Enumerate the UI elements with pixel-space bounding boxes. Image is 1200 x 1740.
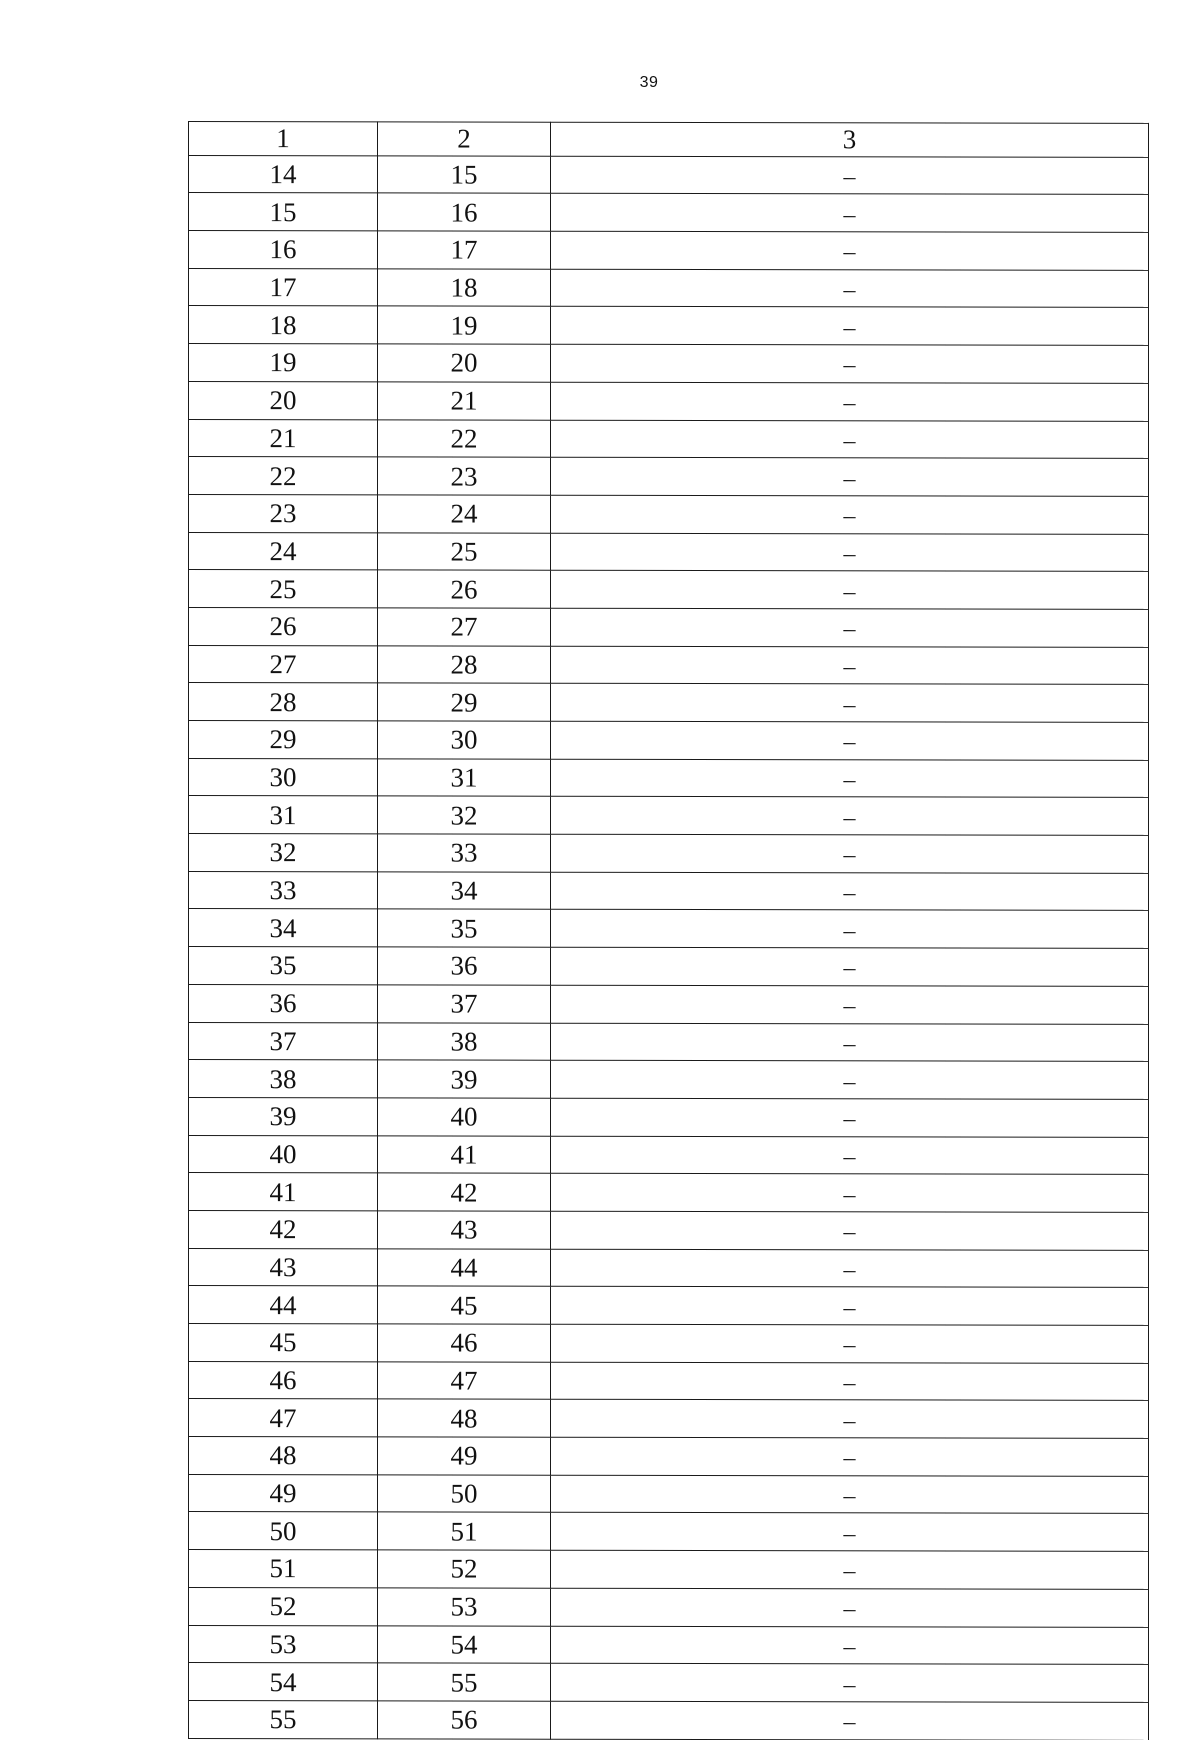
table-cell-col-1: 37 xyxy=(189,1022,378,1060)
table-row xyxy=(189,1022,1149,1062)
table-cell-col-2: 40 xyxy=(378,1098,551,1136)
table-cell-col-2: 18 xyxy=(378,269,551,307)
table-cell-col-3: – xyxy=(551,1626,1149,1665)
table-cell-col-1: 49 xyxy=(189,1474,378,1512)
table-cell-col-1: 43 xyxy=(189,1248,378,1286)
table-cell-col-1: 26 xyxy=(189,607,378,645)
table-cell-col-2: 39 xyxy=(378,1060,551,1098)
table-row xyxy=(189,381,1149,421)
table-cell-col-1: 21 xyxy=(189,419,378,457)
table-row xyxy=(189,268,1149,308)
column-header-3: 3 xyxy=(551,122,1149,157)
table-cell-col-2: 25 xyxy=(378,532,551,570)
table-row xyxy=(189,683,1149,723)
table-cell-col-2: 41 xyxy=(378,1135,551,1173)
table-row xyxy=(189,344,1149,384)
table-cell-col-1: 23 xyxy=(189,494,378,532)
data-table-container xyxy=(188,121,1148,1740)
table-cell-col-2: 30 xyxy=(378,721,551,759)
table-row xyxy=(189,1286,1149,1326)
table-row xyxy=(189,984,1149,1024)
table-cell-col-3: – xyxy=(551,194,1149,233)
table-cell-col-1: 16 xyxy=(189,231,378,269)
table-cell-col-2: 29 xyxy=(378,683,551,721)
table-cell-col-2: 37 xyxy=(378,985,551,1023)
table-cell-col-1: 33 xyxy=(189,871,378,909)
table-cell-col-1: 15 xyxy=(189,193,378,231)
table-cell-col-1: 48 xyxy=(189,1437,378,1475)
table-cell-col-2: 48 xyxy=(378,1399,551,1437)
table-row xyxy=(189,1625,1149,1665)
table-cell-col-2: 28 xyxy=(378,645,551,683)
table-row xyxy=(189,419,1149,459)
table-cell-col-2: 47 xyxy=(378,1362,551,1400)
table-cell-col-2: 23 xyxy=(378,457,551,495)
table-row xyxy=(189,1550,1149,1590)
table-cell-col-3: – xyxy=(551,269,1149,308)
table-cell-col-1: 31 xyxy=(189,796,378,834)
table-cell-col-1: 32 xyxy=(189,834,378,872)
table-cell-col-1: 55 xyxy=(189,1700,378,1738)
table-cell-col-1: 22 xyxy=(189,457,378,495)
table-cell-col-2: 31 xyxy=(378,759,551,797)
table-cell-col-2: 22 xyxy=(378,419,551,457)
table-row xyxy=(189,834,1149,874)
table-cell-col-3: – xyxy=(551,307,1149,346)
table-cell-col-3: – xyxy=(551,1098,1149,1137)
table-cell-col-3: – xyxy=(551,1588,1149,1627)
table-cell-col-3: – xyxy=(551,834,1149,873)
column-header-2: 2 xyxy=(378,122,551,156)
table-cell-col-1: 24 xyxy=(189,532,378,570)
table-cell-col-1: 27 xyxy=(189,645,378,683)
table-cell-col-2: 17 xyxy=(378,231,551,269)
table-cell-col-1: 44 xyxy=(189,1286,378,1324)
table-cell-col-2: 27 xyxy=(378,608,551,646)
table-cell-col-3: – xyxy=(551,1060,1149,1099)
table-cell-col-1: 14 xyxy=(189,155,378,193)
table-cell-col-2: 53 xyxy=(378,1588,551,1626)
table-row xyxy=(189,231,1149,271)
table-cell-col-3: – xyxy=(551,1023,1149,1062)
table-cell-col-3: – xyxy=(551,457,1149,496)
table-cell-col-3: – xyxy=(551,495,1149,534)
table-cell-col-3: – xyxy=(551,344,1149,383)
table-cell-col-3: – xyxy=(551,1513,1149,1552)
table-cell-col-2: 54 xyxy=(378,1625,551,1663)
table-cell-col-3: – xyxy=(551,1437,1149,1476)
table-row xyxy=(189,1663,1149,1703)
table-cell-col-3: – xyxy=(551,910,1149,949)
table-cell-col-3: – xyxy=(551,759,1149,798)
table-cell-col-2: 55 xyxy=(378,1663,551,1701)
table-cell-col-2: 50 xyxy=(378,1475,551,1513)
table-row xyxy=(189,1135,1149,1175)
table-body xyxy=(189,155,1149,1740)
table-cell-col-2: 42 xyxy=(378,1173,551,1211)
table-cell-col-3: – xyxy=(551,1362,1149,1401)
table-cell-col-2: 49 xyxy=(378,1437,551,1475)
table-cell-col-1: 54 xyxy=(189,1663,378,1701)
table-header-row xyxy=(189,122,1149,158)
table-row xyxy=(189,1399,1149,1439)
table-row xyxy=(189,645,1149,685)
table-cell-col-2: 43 xyxy=(378,1211,551,1249)
table-cell-col-3: – xyxy=(551,947,1149,986)
table-cell-col-3: – xyxy=(551,721,1149,760)
table-row xyxy=(189,796,1149,836)
table-cell-col-3: – xyxy=(551,872,1149,911)
table-cell-col-2: 21 xyxy=(378,382,551,420)
table-row xyxy=(189,1474,1149,1514)
table-cell-col-1: 18 xyxy=(189,306,378,344)
table-cell-col-1: 28 xyxy=(189,683,378,721)
table-row xyxy=(189,1437,1149,1477)
table-row xyxy=(189,947,1149,987)
table-cell-col-1: 30 xyxy=(189,758,378,796)
table-cell-col-3: – xyxy=(551,1249,1149,1288)
table-cell-col-2: 46 xyxy=(378,1324,551,1362)
table-row xyxy=(189,155,1149,195)
table-cell-col-3: – xyxy=(551,1211,1149,1250)
table-cell-col-1: 38 xyxy=(189,1060,378,1098)
table-cell-col-3: – xyxy=(551,1173,1149,1212)
table-cell-col-2: 16 xyxy=(378,193,551,231)
table-cell-col-3: – xyxy=(551,684,1149,723)
table-cell-col-3: – xyxy=(551,420,1149,459)
table-row xyxy=(189,570,1149,610)
table-cell-col-2: 44 xyxy=(378,1248,551,1286)
table-cell-col-3: – xyxy=(551,156,1149,195)
table-cell-col-2: 52 xyxy=(378,1550,551,1588)
table-cell-col-3: – xyxy=(551,1400,1149,1439)
table-cell-col-2: 32 xyxy=(378,796,551,834)
table-row xyxy=(189,1324,1149,1364)
table-row xyxy=(189,532,1149,572)
table-row xyxy=(189,494,1149,534)
table-cell-col-2: 20 xyxy=(378,344,551,382)
table-row xyxy=(189,1512,1149,1552)
table-row xyxy=(189,721,1149,761)
table-row xyxy=(189,1060,1149,1100)
table-row xyxy=(189,1361,1149,1401)
table-cell-col-2: 45 xyxy=(378,1286,551,1324)
table-cell-col-2: 56 xyxy=(378,1701,551,1739)
table-cell-col-1: 53 xyxy=(189,1625,378,1663)
table-cell-col-3: – xyxy=(551,570,1149,609)
table-cell-col-2: 33 xyxy=(378,834,551,872)
table-row xyxy=(189,909,1149,949)
table-cell-col-2: 35 xyxy=(378,909,551,947)
table-cell-col-1: 50 xyxy=(189,1512,378,1550)
table-row xyxy=(189,1700,1149,1740)
table-cell-col-2: 34 xyxy=(378,872,551,910)
table-cell-col-2: 19 xyxy=(378,306,551,344)
column-header-1: 1 xyxy=(189,122,378,156)
table-cell-col-1: 39 xyxy=(189,1097,378,1135)
table-row xyxy=(189,457,1149,497)
table-cell-col-1: 19 xyxy=(189,344,378,382)
table-cell-col-1: 46 xyxy=(189,1361,378,1399)
table-cell-col-2: 38 xyxy=(378,1022,551,1060)
table-cell-col-2: 26 xyxy=(378,570,551,608)
table-cell-col-1: 35 xyxy=(189,947,378,985)
table-cell-col-3: – xyxy=(551,1287,1149,1326)
table-cell-col-3: – xyxy=(551,382,1149,421)
table-cell-col-3: – xyxy=(551,533,1149,572)
table-cell-col-1: 29 xyxy=(189,721,378,759)
table-cell-col-1: 17 xyxy=(189,268,378,306)
table-cell-col-1: 47 xyxy=(189,1399,378,1437)
table-cell-col-3: – xyxy=(551,1663,1149,1702)
table-row xyxy=(189,1587,1149,1627)
table-cell-col-2: 36 xyxy=(378,947,551,985)
table-cell-col-3: – xyxy=(551,797,1149,836)
table-cell-col-1: 36 xyxy=(189,984,378,1022)
table-cell-col-3: – xyxy=(551,985,1149,1024)
table-row xyxy=(189,1248,1149,1288)
table-row xyxy=(189,306,1149,346)
table-cell-col-3: – xyxy=(551,1475,1149,1514)
table-cell-col-1: 45 xyxy=(189,1324,378,1362)
table-cell-col-1: 40 xyxy=(189,1135,378,1173)
table-cell-col-3: – xyxy=(551,1136,1149,1175)
table-row xyxy=(189,1173,1149,1213)
table-row xyxy=(189,758,1149,798)
table-cell-col-1: 25 xyxy=(189,570,378,608)
table-cell-col-1: 52 xyxy=(189,1587,378,1625)
table-row xyxy=(189,193,1149,233)
table-cell-col-3: – xyxy=(551,1550,1149,1589)
table-cell-col-1: 34 xyxy=(189,909,378,947)
page-number: 39 xyxy=(639,74,659,91)
table-row xyxy=(189,1210,1149,1250)
table-cell-col-3: – xyxy=(551,1324,1149,1363)
table-cell-col-1: 20 xyxy=(189,381,378,419)
table-row xyxy=(189,607,1149,647)
table-row xyxy=(189,871,1149,911)
table-cell-col-3: – xyxy=(551,608,1149,647)
table-cell-col-1: 42 xyxy=(189,1210,378,1248)
table-cell-col-2: 24 xyxy=(378,495,551,533)
table-cell-col-1: 41 xyxy=(189,1173,378,1211)
table-row xyxy=(189,1097,1149,1137)
table-cell-col-3: – xyxy=(551,646,1149,685)
table-cell-col-3: – xyxy=(551,1701,1149,1740)
table-cell-col-1: 51 xyxy=(189,1550,378,1588)
table-cell-col-2: 51 xyxy=(378,1512,551,1550)
table-cell-col-3: – xyxy=(551,231,1149,270)
table-cell-col-2: 15 xyxy=(378,156,551,194)
data-table xyxy=(188,121,1149,1740)
